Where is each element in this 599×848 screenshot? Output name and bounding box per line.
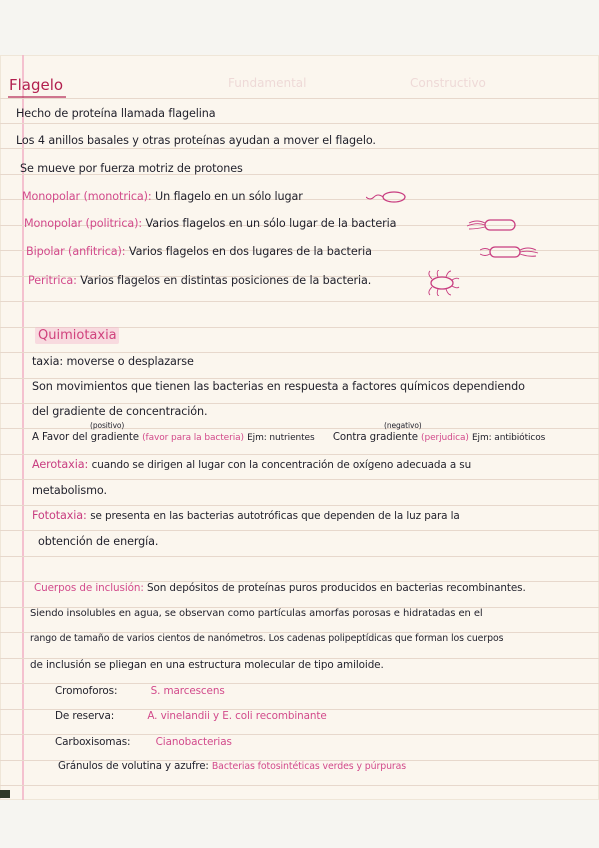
item-value: S. marcescens — [150, 685, 225, 697]
title-underline — [8, 96, 66, 98]
type-desc: Varios flagelos en dos lugares de la bacteria — [128, 245, 372, 258]
inclusion-label: Cuerpos de inclusión: — [34, 582, 144, 594]
inclusion-item — [55, 685, 225, 697]
item-label: De reserva: — [55, 710, 115, 722]
section-title-quimiotaxia: Quimiotaxia — [38, 328, 117, 343]
aerotaxia-line — [32, 458, 471, 471]
inclusion-text: de inclusión se pliegan en una estructura molecular de tipo amiloide. — [30, 659, 384, 671]
inclusion-line — [34, 582, 526, 594]
item-label: Cromoforos: — [55, 685, 118, 697]
type-desc: Varios flagelos en un sólo lugar de la bacteria — [145, 217, 397, 230]
flagelo-type — [22, 190, 303, 203]
type-label: Monopolar (monotrica): — [22, 190, 152, 203]
type-desc: Un flagelo en un sólo lugar — [155, 190, 303, 203]
fototaxia-desc: se presenta en las bacterias autotróficas que dependen de la luz para la — [90, 510, 460, 522]
type-label: Monopolar (politrica): — [24, 217, 143, 230]
taxia-definition: taxia: moverse o desplazarse — [32, 355, 194, 368]
fototaxia-label: Fototaxia: — [32, 509, 87, 522]
inclusion-item — [55, 736, 232, 748]
item-value: Cianobacterias — [155, 736, 232, 748]
faint-header: Constructivo — [410, 76, 486, 90]
inclusion-text: Son depósitos de proteínas puros producidos en bacterias recombinantes. — [146, 582, 526, 594]
fototaxia-desc-cont: obtención de energía. — [38, 535, 159, 548]
inclusion-text: Siendo insolubles en agua, se observan como partículas amorfas porosas e hidratadas en el — [30, 608, 483, 619]
anfitrica-bacteria-icon — [480, 244, 540, 260]
faint-header: Fundamental — [228, 76, 307, 90]
inclusion-item — [55, 710, 327, 722]
contra-label: Contra gradiente — [332, 432, 418, 443]
quimiotaxia-definition: del gradiente de concentración. — [32, 405, 208, 418]
favor-example: Ejm: nutrientes — [247, 433, 315, 443]
favor-paren: (favor para la bacteria) — [142, 433, 244, 443]
type-desc: Varios flagelos en distintas posiciones de la bacteria. — [80, 274, 372, 287]
quimiotaxia-definition: Son movimientos que tienen las bacterias en respuesta a factores químicos dependiendo — [32, 380, 525, 393]
aerotaxia-label: Aerotaxia: — [32, 458, 89, 471]
flagelo-line: Hecho de proteína llamada flagelina — [16, 107, 216, 120]
flagelo-type — [26, 245, 372, 258]
contra-example: Ejm: antibióticos — [471, 433, 546, 443]
favor-label: A Favor del gradiente — [32, 432, 139, 443]
fototaxia-line — [32, 509, 460, 522]
item-value: A. vinelandii y E. coli recombinante — [147, 710, 327, 722]
aerotaxia-desc: cuando se dirigen al lugar con la concentración de oxígeno adecuada a su — [91, 459, 472, 471]
gradient-line — [32, 432, 545, 443]
item-label: Gránulos de volutina y azufre: — [58, 761, 209, 772]
page-title: Flagelo — [9, 76, 64, 94]
inclusion-item — [58, 761, 406, 772]
contra-note: (negativo) — [384, 421, 422, 430]
favor-note: (positivo) — [90, 421, 125, 430]
inclusion-text: rango de tamaño de varios cientos de nanómetros. Los cadenas polipeptídicas que forman los cuerpos — [30, 633, 504, 644]
flagelo-line: Se mueve por fuerza motriz de protones — [20, 162, 243, 175]
flagelo-line: Los 4 anillos basales y otras proteínas ayudan a mover el flagelo. — [16, 134, 376, 147]
peritrica-bacteria-icon — [424, 270, 460, 296]
type-label: Peritrica: — [28, 274, 77, 287]
item-value: Bacterias fotosintéticas verdes y púrpuras — [211, 761, 407, 772]
lofotrica-bacteria-icon — [465, 217, 521, 233]
aerotaxia-desc-cont: metabolismo. — [32, 484, 107, 497]
contra-paren: (perjudica) — [421, 433, 469, 443]
item-label: Carboxisomas: — [55, 736, 131, 748]
flagelo-type — [28, 274, 371, 287]
flagelo-type — [24, 217, 396, 230]
page-shadow — [0, 790, 10, 798]
monotrica-bacteria-icon — [366, 190, 406, 204]
type-label: Bipolar (anfitrica): — [26, 245, 126, 258]
